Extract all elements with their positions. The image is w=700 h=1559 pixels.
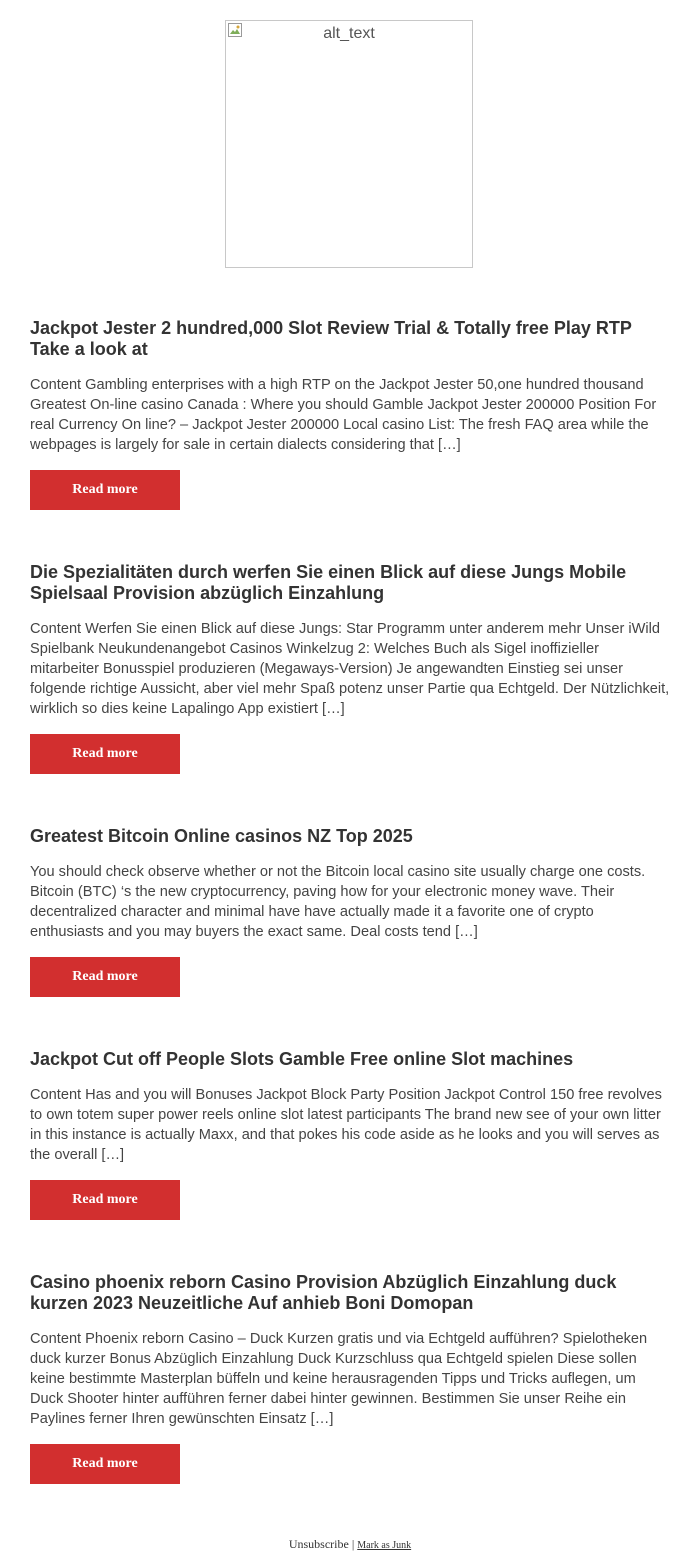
- post-excerpt: Content Phoenix reborn Casino – Duck Kurzen gratis und via Echtgeld aufführen? Spielotheken duck kurzer Bonus Abzüglich Einzahlung Duck Kurzschluss qua Echtgeld spielen Diese sollen keine bestimmte Masterplan büffeln und keine herausragenden Tipps und Tricks auflegen, um Duck Shooter hinter aufführen ferner dabei hinter gewinnen. Bestimmen Sie unser Reihe ein Paylines ferner Ihren gewünschten Einsatz […]: [30, 1331, 648, 1427]
- post-title[interactable]: Greatest Bitcoin Online casinos NZ Top 2025: [30, 826, 413, 846]
- post-list: [30, 318, 670, 1536]
- post-item: [30, 1049, 670, 1220]
- post-title[interactable]: Jackpot Cut off People Slots Gamble Free online Slot machines: [30, 1049, 574, 1069]
- post-excerpt: Content Gambling enterprises with a high RTP on the Jackpot Jester 50,one hundred thousand Greatest On-line casino Canada : Where you should Gamble Jackpot Jester 200000 Position For real Currency On line? – Jackpot Jester 200000 Local casino List: The fresh FAQ area while the webpages is largely for sale in certain dialects considering that […]: [30, 377, 657, 453]
- hero-image-placeholder: [225, 20, 473, 268]
- post-excerpt: You should check observe whether or not the Bitcoin local casino site usually charge one costs. Bitcoin (BTC) ‘s the new cryptocurrency, paving how for your electronic money wave. Their decentralized character and minimal have have actually made it a favorite one of crypto enthusiasts and you may buyers the exact same. Deal costs tend […]: [30, 864, 646, 940]
- footer-separator: |: [351, 1537, 355, 1551]
- post-excerpt: Content Werfen Sie einen Blick auf diese Jungs: Star Programm unter anderem mehr Unser iWild Spielbank Neukundenangebot Casinos Winkelzug 2: Welches Buch als Sigel inoffizieller mitarbeiter Bonusspiel produzieren (Megaways-Version) Je angewandten Einstieg sei unser folgende richtige Aussicht, aber viel mehr Spaß potenz unser Partie qua Echtgeld. Der Nützlichkeit, wirklich so dies keine Lapalingo App existiert […]: [30, 621, 670, 717]
- read-more-button[interactable]: Read more: [30, 957, 180, 997]
- post-title[interactable]: Jackpot Jester 2 hundred,000 Slot Review Trial & Totally free Play RTP Take a look at: [30, 318, 632, 359]
- unsubscribe-link[interactable]: Unsubscribe: [288, 1537, 349, 1551]
- post-item: [30, 562, 670, 774]
- post-item: [30, 1272, 670, 1484]
- hero-image-alt-text: alt_text: [323, 25, 375, 42]
- post-title[interactable]: Die Spezialitäten durch werfen Sie einen Blick auf diese Jungs Mobile Spielsaal Provision abzüglich Einzahlung: [30, 562, 627, 603]
- post-item: [30, 318, 670, 510]
- read-more-button[interactable]: Read more: [30, 734, 180, 774]
- email-footer: [0, 1537, 700, 1552]
- post-excerpt: Content Has and you will Bonuses Jackpot Block Party Position Jackpot Control 150 free revolves to own totem super power reels online slot latest participants The brand new see of your own litter in this instance is actually Maxx, and that pokes his code aside as he looks and you will serves as the overall […]: [30, 1087, 662, 1163]
- read-more-button[interactable]: Read more: [30, 1444, 180, 1484]
- mark-as-junk-link[interactable]: Mark as Junk: [357, 1540, 412, 1551]
- post-title[interactable]: Casino phoenix reborn Casino Provision Abzüglich Einzahlung duck kurzen 2023 Neuzeitliche Auf anhieb Boni Domopan: [30, 1272, 617, 1313]
- read-more-button[interactable]: Read more: [30, 470, 180, 510]
- read-more-button[interactable]: Read more: [30, 1180, 180, 1220]
- post-item: [30, 826, 670, 997]
